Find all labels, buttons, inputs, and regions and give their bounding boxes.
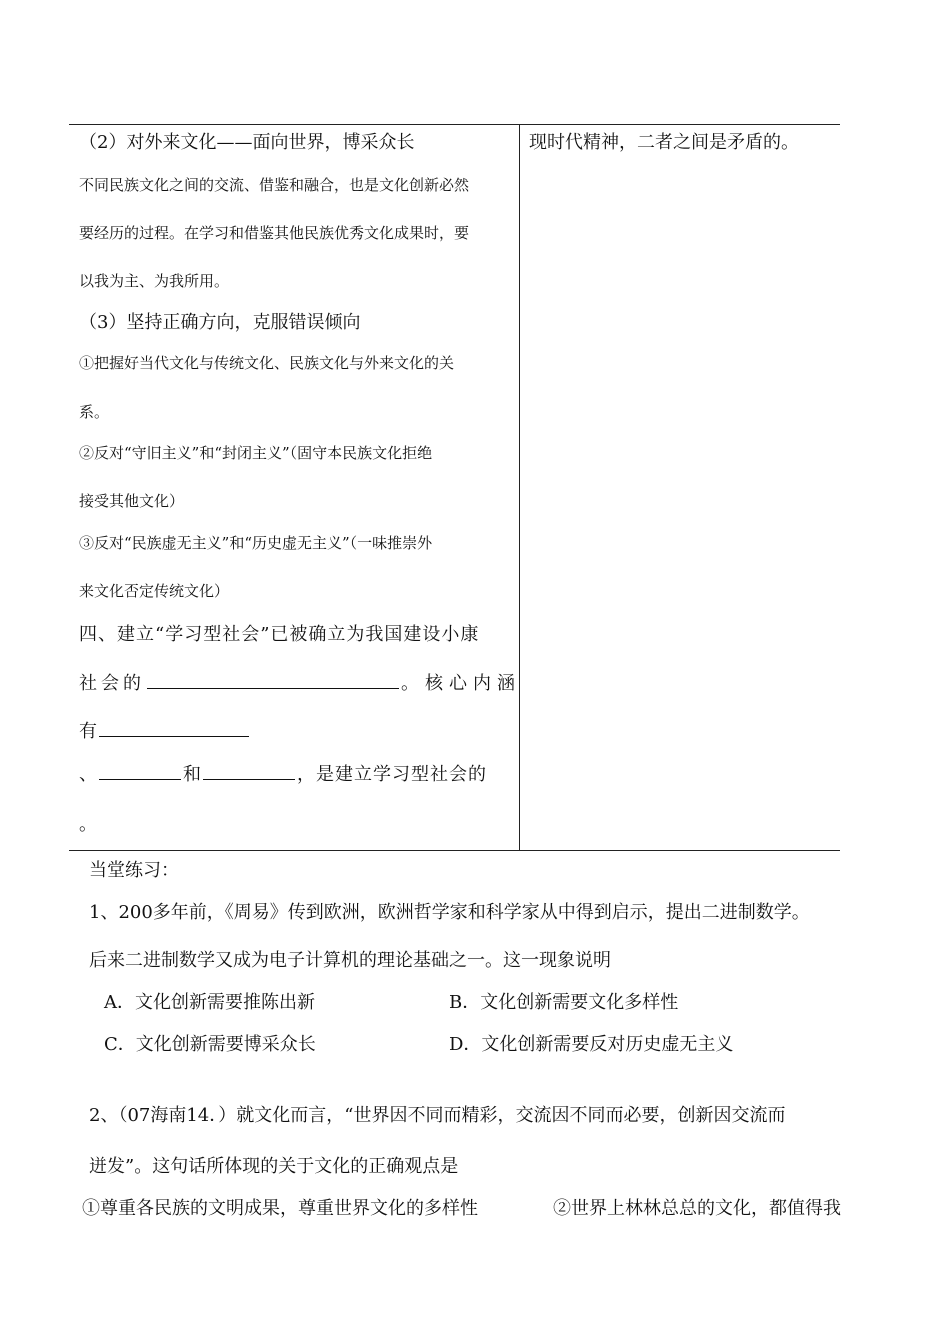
- sub2-heading: （2）对外来文化——面向世界，博采众长: [79, 132, 415, 153]
- right-cell-text: 现时代精神，二者之间是矛盾的。: [529, 132, 799, 153]
- question-2-item: ②世界上林林总总的文化，都值得我: [553, 1198, 841, 1219]
- fill-blank[interactable]: [203, 778, 295, 780]
- fill-blank[interactable]: [99, 735, 249, 737]
- option-a[interactable]: A．文化创新需要推陈出新: [104, 992, 315, 1013]
- table-column-divider: [519, 124, 520, 851]
- item1-line: ①把握好当代文化与传统文化、民族文化与外来文化的关: [79, 354, 455, 372]
- item2-line: ②反对“守旧主义”和“封闭主义”（固守本民族文化拒绝: [79, 444, 433, 462]
- table-bottom-border: [69, 850, 840, 851]
- section4-line: [79, 760, 487, 786]
- sub2-paragraph-line: 不同民族文化之间的交流、借鉴和融合，也是文化创新必然: [79, 176, 470, 194]
- section4-text: 社会的: [79, 673, 145, 694]
- section4-line: [79, 669, 521, 695]
- exercise-heading: 当堂练习：: [89, 860, 179, 881]
- section4-line: 。: [79, 814, 97, 835]
- section4-text: 。核心内涵: [401, 673, 521, 694]
- option-c[interactable]: C．文化创新需要博采众长: [104, 1034, 316, 1055]
- question-2-item: ①尊重各民族的文明成果，尊重世界文化的多样性: [82, 1198, 478, 1219]
- question-2-line: 2、（07海南14．）就文化而言，“世界因不同而精彩，交流因不同而必要，创新因交流而: [89, 1105, 786, 1126]
- question-1-line: 1、200多年前，《周易》传到欧洲，欧洲哲学家和科学家从中得到启示，提出二进制数学。: [89, 902, 810, 923]
- section4-text: 有: [79, 721, 97, 742]
- question-2-line: 迸发”。这句话所体现的关于文化的正确观点是: [89, 1156, 459, 1177]
- fill-blank[interactable]: [147, 687, 399, 689]
- sub2-paragraph-line: 要经历的过程。在学习和借鉴其他民族优秀文化成果时，要: [79, 224, 470, 242]
- fill-blank[interactable]: [99, 778, 181, 780]
- table-top-border: [69, 124, 840, 125]
- question-1-line: 后来二进制数学又成为电子计算机的理论基础之一。这一现象说明: [89, 950, 611, 971]
- option-b[interactable]: B．文化创新需要文化多样性: [449, 992, 679, 1013]
- section4-text: ，是建立学习型社会的: [297, 764, 487, 785]
- item2-line: 接受其他文化）: [79, 492, 185, 510]
- sub3-heading: （3）坚持正确方向，克服错误倾向: [79, 312, 361, 333]
- section4-line: [79, 717, 251, 743]
- sub2-paragraph-line: 以我为主、为我所用。: [79, 272, 230, 290]
- section4-text: 、: [79, 764, 97, 785]
- item3-line: 来文化否定传统文化）: [79, 582, 230, 600]
- section4-text: 和: [183, 764, 201, 785]
- item3-line: ③反对“民族虚无主义”和“历史虚无主义”（一味推崇外: [79, 534, 433, 552]
- item1-line: 系。: [79, 403, 110, 421]
- section4-line: 四、建立“学习型社会”已被确立为我国建设小康: [79, 624, 480, 645]
- option-d[interactable]: D．文化创新需要反对历史虚无主义: [449, 1034, 734, 1055]
